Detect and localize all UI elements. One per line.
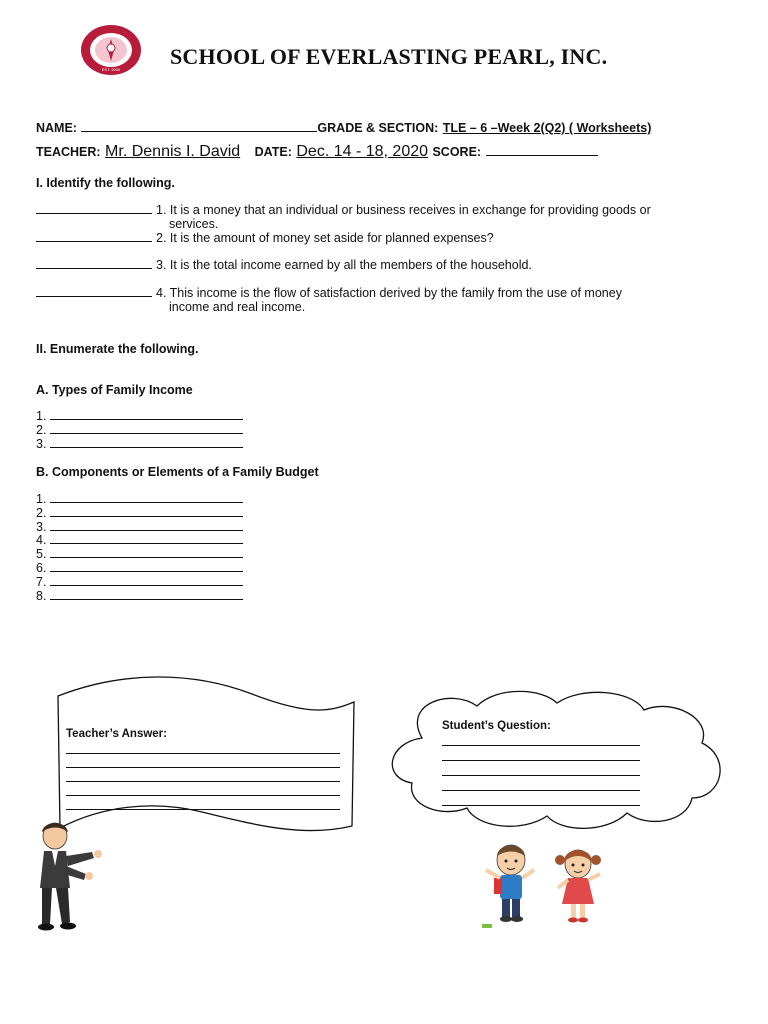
date-label: DATE:: [254, 145, 292, 159]
grade-label: GRADE & SECTION:: [317, 121, 439, 135]
student-question-label: Student’s Question:: [442, 720, 551, 732]
score-label: SCORE:: [432, 145, 482, 159]
list-item: 2.: [36, 507, 243, 521]
answer-blank[interactable]: [36, 268, 152, 269]
school-seal-icon: [80, 24, 142, 76]
part2-heading: II. Enumerate the following.: [36, 342, 199, 356]
list-item: 3.: [36, 438, 243, 452]
list-item: 4.: [36, 534, 243, 548]
teacher-label: TEACHER:: [36, 145, 101, 159]
school-name: SCHOOL OF EVERLASTING PEARL, INC.: [170, 44, 608, 69]
question-item: 2. It is the amount of money set aside for planned expenses?: [36, 231, 736, 245]
answer-line[interactable]: [50, 419, 243, 420]
teacher-row: [36, 143, 598, 161]
name-row: [36, 119, 651, 137]
answer-line[interactable]: [50, 530, 243, 531]
answer-line[interactable]: [442, 805, 640, 806]
teacher-cartoon-icon: [30, 818, 120, 936]
answer-blank[interactable]: [36, 296, 152, 297]
score-blank[interactable]: [486, 155, 598, 156]
list-item: 1.: [36, 493, 243, 507]
answer-line[interactable]: [50, 585, 243, 586]
question-item: 3. It is the total income earned by all the members of the household.: [36, 258, 736, 272]
part1-heading: I. Identify the following.: [36, 176, 175, 190]
answer-line[interactable]: [66, 795, 340, 796]
answer-line[interactable]: [50, 571, 243, 572]
answer-line[interactable]: [50, 516, 243, 517]
list-item: 6.: [36, 562, 243, 576]
name-blank[interactable]: [81, 131, 317, 132]
answer-blank[interactable]: [36, 213, 152, 214]
teacher-answer-label: Teacher’s Answer:: [66, 728, 167, 740]
components-heading: B. Components or Elements of a Family Budget: [36, 465, 319, 479]
students-cartoon-icon: [478, 840, 618, 930]
types-list: [36, 410, 243, 451]
answer-line[interactable]: [50, 433, 243, 434]
list-item: 3.: [36, 521, 243, 535]
answer-line[interactable]: [442, 745, 640, 746]
answer-line[interactable]: [66, 753, 340, 754]
name-label: NAME:: [36, 121, 77, 135]
answer-line[interactable]: [442, 790, 640, 791]
answer-line[interactable]: [66, 767, 340, 768]
answer-line[interactable]: [442, 775, 640, 776]
types-heading: A. Types of Family Income: [36, 383, 193, 397]
list-item: 2.: [36, 424, 243, 438]
list-item: 7.: [36, 576, 243, 590]
answer-line[interactable]: [50, 599, 243, 600]
answer-line[interactable]: [66, 809, 340, 810]
components-list: [36, 493, 243, 603]
list-item: 8.: [36, 590, 243, 604]
answer-line[interactable]: [50, 447, 243, 448]
answer-line[interactable]: [50, 557, 243, 558]
answer-line[interactable]: [442, 760, 640, 761]
svg-text:EST. 2000: EST. 2000: [101, 67, 121, 72]
question-item: 4. This income is the flow of satisfaction derived by the family from the use of money income and real income.: [36, 286, 736, 314]
list-item: 1.: [36, 410, 243, 424]
list-item: 5.: [36, 548, 243, 562]
answer-line[interactable]: [50, 502, 243, 503]
teacher-value: Mr. Dennis I. David: [105, 143, 241, 160]
student-cloud-shape: [382, 688, 730, 834]
answer-line[interactable]: [66, 781, 340, 782]
answer-line[interactable]: [50, 543, 243, 544]
date-value: Dec. 14 - 18, 2020: [296, 143, 429, 160]
grade-value: TLE – 6 –Week 2(Q2) ( Worksheets): [442, 121, 652, 135]
answer-blank[interactable]: [36, 241, 152, 242]
question-item: 1. It is a money that an individual or business receives in exchange for providing goods or services.: [36, 203, 736, 231]
